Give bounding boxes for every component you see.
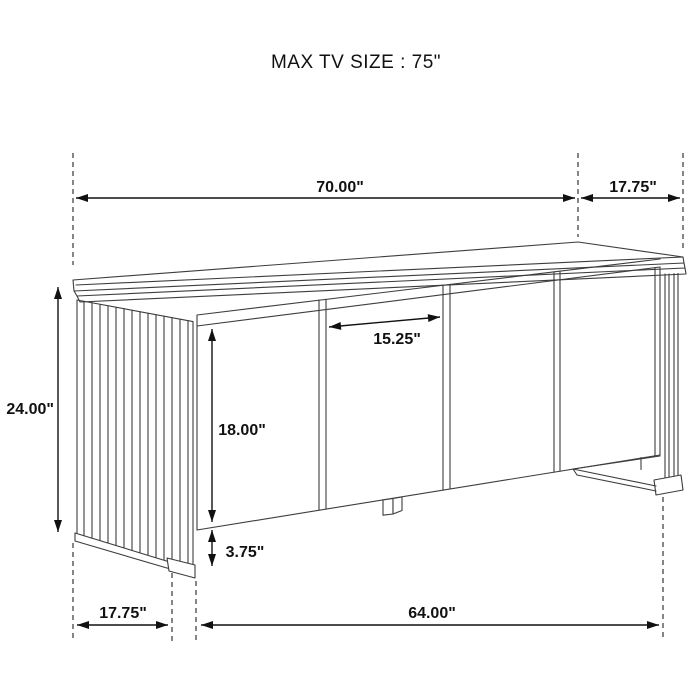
label-height: 24.00" bbox=[6, 401, 54, 418]
label-top-width: 70.00" bbox=[316, 179, 364, 196]
label-base-width: 64.00" bbox=[408, 605, 456, 622]
door-stile-1 bbox=[319, 299, 326, 510]
right-end-interior-edges bbox=[573, 456, 660, 470]
door-stile-3 bbox=[554, 271, 560, 472]
front-right-corner-stile bbox=[655, 267, 660, 456]
flute-lines bbox=[84, 301, 188, 567]
label-clearance: 3.75" bbox=[225, 544, 265, 561]
label-base-depth: 17.75" bbox=[99, 605, 147, 622]
left-fluted-panel bbox=[75, 300, 195, 578]
front-doors bbox=[197, 259, 660, 530]
console-illustration bbox=[73, 242, 686, 578]
left-sled-base bbox=[75, 533, 195, 578]
door-stile-2 bbox=[443, 284, 450, 490]
page-title: MAX TV SIZE : 75" bbox=[270, 52, 442, 73]
center-foot bbox=[383, 497, 402, 515]
label-opening: 15.25" bbox=[373, 331, 421, 348]
dim-line-opening bbox=[329, 317, 440, 327]
dimension-lines bbox=[58, 198, 680, 625]
label-door-height: 18.00" bbox=[218, 422, 266, 439]
dimension-labels bbox=[6, 179, 656, 622]
right-sled-leg bbox=[573, 273, 683, 495]
label-top-depth: 17.75" bbox=[609, 179, 657, 196]
